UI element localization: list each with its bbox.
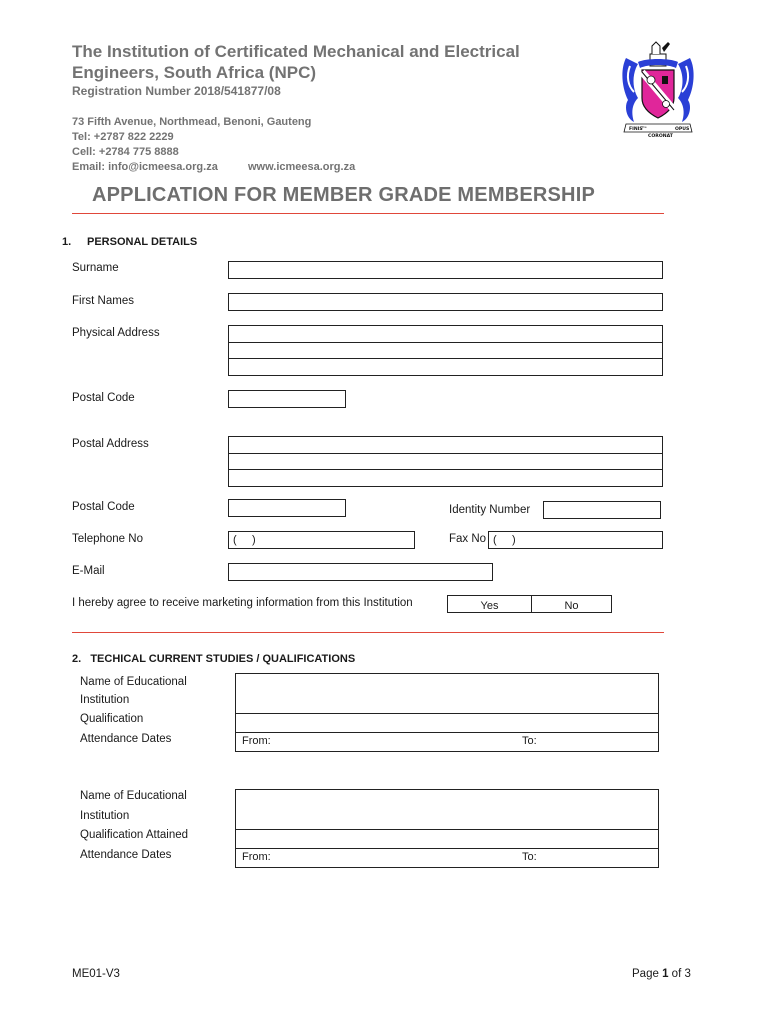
identity-number-label: Identity Number <box>449 504 531 516</box>
org-name-line2: Engineers, South Africa (NPC) <box>72 63 317 82</box>
section1-heading: PERSONAL DETAILS <box>87 236 198 248</box>
cellphone: Cell: +2784 775 8888 <box>72 146 179 158</box>
attendance-dates-label: Attendance Dates <box>80 733 172 745</box>
postal-address-label: Postal Address <box>72 438 149 450</box>
fax-area-code: ( ) <box>493 534 516 546</box>
address: 73 Fifth Avenue, Northmead, Benoni, Gauteng <box>72 116 312 128</box>
page-indicator <box>632 968 691 980</box>
surname-field[interactable] <box>228 261 663 279</box>
no-label: No <box>564 600 579 612</box>
telephone-area-code: ( ) <box>233 534 256 546</box>
telephone-label: Telephone No <box>72 533 143 545</box>
institution-label-line2: Institution <box>80 810 130 822</box>
telephone: Tel: +2787 822 2229 <box>72 131 174 143</box>
qualification-field-1[interactable] <box>236 714 658 732</box>
qualification-label: Qualification <box>80 713 144 725</box>
email-field[interactable] <box>228 563 493 581</box>
crest-motto-right: OPUS <box>675 127 690 132</box>
postal-address-field[interactable] <box>228 436 663 487</box>
crest-motto-left: FINIS <box>629 127 643 132</box>
marketing-consent-label: I hereby agree to receive marketing information from this Institution <box>72 597 413 609</box>
crest-motto-small: the <box>642 125 647 129</box>
email-label: E-Mail <box>72 565 105 577</box>
physical-address-row-divider <box>229 342 662 343</box>
section1-number: 1. <box>62 236 72 248</box>
to-date-field-1[interactable] <box>516 733 658 751</box>
physical-address-field[interactable] <box>228 325 663 376</box>
attendance-dates-label: Attendance Dates <box>80 849 172 861</box>
institution-field-1[interactable] <box>236 674 658 713</box>
postal-code-2-field[interactable] <box>228 499 346 517</box>
form-title: APPLICATION FOR MEMBER GRADE MEMBERSHIP <box>92 184 595 206</box>
from-label: From: <box>242 851 271 863</box>
crest-motto-mid: CORONAT <box>648 134 673 138</box>
to-label: To: <box>522 735 537 747</box>
from-date-field-1[interactable] <box>236 733 516 751</box>
form-code: ME01-V3 <box>72 968 120 980</box>
registration-number: Registration Number 2018/541877/08 <box>72 84 281 98</box>
physical-address-label: Physical Address <box>72 327 160 339</box>
fax-label: Fax No <box>449 533 487 545</box>
title-divider <box>72 213 664 214</box>
page-prefix: Page <box>632 968 659 980</box>
qualification-block-2 <box>235 789 659 868</box>
institution-label-line1: Name of Educational <box>80 790 187 802</box>
page-current: 1 <box>662 968 669 980</box>
to-label: To: <box>522 851 537 863</box>
page-of: of <box>671 968 682 980</box>
physical-address-row-divider <box>229 358 662 359</box>
org-name-line1: The Institution of Certificated Mechanical and Electrical <box>72 42 520 61</box>
telephone-field[interactable] <box>228 531 415 549</box>
qualification-block-1 <box>235 673 659 752</box>
postal-address-row-divider <box>229 469 662 470</box>
postal-code-field[interactable] <box>228 390 346 408</box>
surname-label: Surname <box>72 262 119 274</box>
postal-address-row-divider <box>229 453 662 454</box>
website: www.icmeesa.org.za <box>248 161 356 173</box>
email-address: Email: info@icmeesa.org.za <box>72 161 218 173</box>
identity-number-field[interactable] <box>543 501 661 519</box>
institution-label-line2: Institution <box>80 694 130 706</box>
qualification-field-2[interactable] <box>236 830 658 848</box>
section2-heading: 2. TECHICAL CURRENT STUDIES / QUALIFICATIONS <box>72 653 356 665</box>
postal-code-label: Postal Code <box>72 392 135 404</box>
first-names-field[interactable] <box>228 293 663 311</box>
qualification-attained-label: Qualification Attained <box>80 829 189 841</box>
org-name <box>72 41 520 83</box>
section-divider <box>72 632 664 633</box>
postal-code-2-label: Postal Code <box>72 501 135 513</box>
to-date-field-2[interactable] <box>516 849 658 867</box>
fax-field[interactable] <box>488 531 663 549</box>
from-label: From: <box>242 735 271 747</box>
from-date-field-2[interactable] <box>236 849 516 867</box>
first-names-label: First Names <box>72 295 134 307</box>
marketing-no-option[interactable] <box>531 595 612 613</box>
institution-crest-logo <box>620 40 696 138</box>
marketing-yes-option[interactable] <box>447 595 532 613</box>
page-total: 3 <box>684 968 691 980</box>
yes-label: Yes <box>480 600 499 612</box>
institution-field-2[interactable] <box>236 790 658 829</box>
institution-label-line1: Name of Educational <box>80 676 187 688</box>
